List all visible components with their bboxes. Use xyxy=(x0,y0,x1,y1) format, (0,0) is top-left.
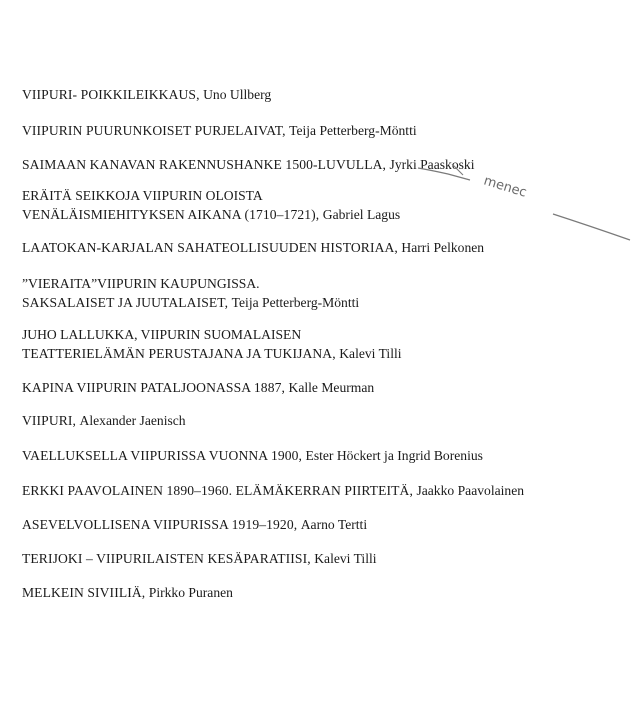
toc-entry-author: Kalle Meurman xyxy=(288,380,375,395)
toc-entry-title: VIIPURIN PUURUNKOISET PURJELAIVAT, xyxy=(22,123,290,138)
toc-entry-title: VENÄLÄISMIEHITYKSEN AIKANA (1710–1721), xyxy=(22,207,323,222)
toc-entry-title: MELKEIN SIVIILIÄ, xyxy=(22,585,149,600)
toc-entry xyxy=(22,481,524,500)
toc-entry-author: Alexander Jaenisch xyxy=(79,413,186,428)
toc-entry xyxy=(22,411,186,430)
toc-entry-author: Pirkko Puranen xyxy=(148,585,233,600)
toc-entry-author: Teija Petterberg-Möntti xyxy=(231,295,360,310)
toc-entry-line xyxy=(22,481,524,500)
toc-entry-line xyxy=(22,446,483,465)
toc-entry-author: Jaakko Paavolainen xyxy=(416,483,525,498)
toc-entry xyxy=(22,85,271,104)
toc-entry xyxy=(22,186,400,224)
annotation-text: menec xyxy=(481,173,529,201)
toc-entry-title: TERIJOKI – VIIPURILAISTEN KESÄPARATIISI, xyxy=(22,551,315,566)
toc-entry-author: Ester Höckert ja Ingrid Borenius xyxy=(305,448,483,463)
toc-entry-line xyxy=(22,293,359,312)
toc-entry xyxy=(22,515,367,534)
toc-entry-title: ASEVELVOLLISENA VIIPURISSA 1919–1920, xyxy=(22,517,301,532)
toc-entry-author: Kalevi Tilli xyxy=(314,551,377,566)
toc-entry-line xyxy=(22,583,233,602)
toc-entry-title: SAKSALAISET JA JUUTALAISET, xyxy=(22,295,232,310)
annotation-stroke xyxy=(553,214,630,240)
toc-entry-author: Kalevi Tilli xyxy=(339,346,402,361)
toc-entry-title: VAELLUKSELLA VIIPURISSA VUONNA 1900, xyxy=(22,448,306,463)
toc-entry-line xyxy=(22,549,377,568)
toc-entry-author: Uno Ullberg xyxy=(203,87,272,102)
toc-entry xyxy=(22,274,359,312)
toc-entry-author: Teija Petterberg-Möntti xyxy=(289,123,417,138)
toc-entry xyxy=(22,583,233,602)
toc-entry-author: Jyrki Paaskoski xyxy=(389,157,475,172)
toc-entry xyxy=(22,549,377,568)
toc-entry-title: VIIPURI- POIKKILEIKKAUS, xyxy=(22,87,204,102)
toc-entry-line xyxy=(22,411,186,430)
toc-entry xyxy=(22,155,475,174)
toc-entry-title: TEATTERIELÄMÄN PERUSTAJANA JA TUKIJANA, xyxy=(22,346,340,361)
toc-entry xyxy=(22,446,483,465)
toc-entry-line xyxy=(22,85,271,104)
toc-entry-title: SAIMAAN KANAVAN RAKENNUSHANKE 1500-LUVULLA, xyxy=(22,157,390,172)
toc-entry-title: ERÄITÄ SEIKKOJA VIIPURIN OLOISTA xyxy=(22,188,263,203)
toc-entry-author: Gabriel Lagus xyxy=(322,207,401,222)
toc-entry-line xyxy=(22,121,417,140)
toc-entry-title: KAPINA VIIPURIN PATALJOONASSA 1887, xyxy=(22,380,289,395)
toc-entry-title: ”VIERAITA”VIIPURIN KAUPUNGISSA. xyxy=(22,276,260,291)
toc-entry-author: Aarno Tertti xyxy=(300,517,368,532)
toc-entry-line xyxy=(22,155,475,174)
toc-entry xyxy=(22,238,484,257)
toc-entry-title: LAATOKAN-KARJALAN SAHATEOLLISUUDEN HISTORIAA, xyxy=(22,240,402,255)
toc-entry-line xyxy=(22,344,402,363)
toc-entry-author: Harri Pelkonen xyxy=(401,240,485,255)
toc-entry-line xyxy=(22,205,400,224)
toc-entry-line xyxy=(22,378,374,397)
toc-entry xyxy=(22,121,417,140)
toc-entry-line xyxy=(22,515,367,534)
toc-entry xyxy=(22,378,374,397)
toc-entry-title: VIIPURI, xyxy=(22,413,80,428)
toc-entry-title: ERKKI PAAVOLAINEN 1890–1960. ELÄMÄKERRAN PIIRTEITÄ, xyxy=(22,483,417,498)
toc-entry-title: JUHO LALLUKKA, VIIPURIN SUOMALAISEN xyxy=(22,327,302,342)
toc-entry xyxy=(22,325,402,363)
toc-entry-line xyxy=(22,238,484,257)
